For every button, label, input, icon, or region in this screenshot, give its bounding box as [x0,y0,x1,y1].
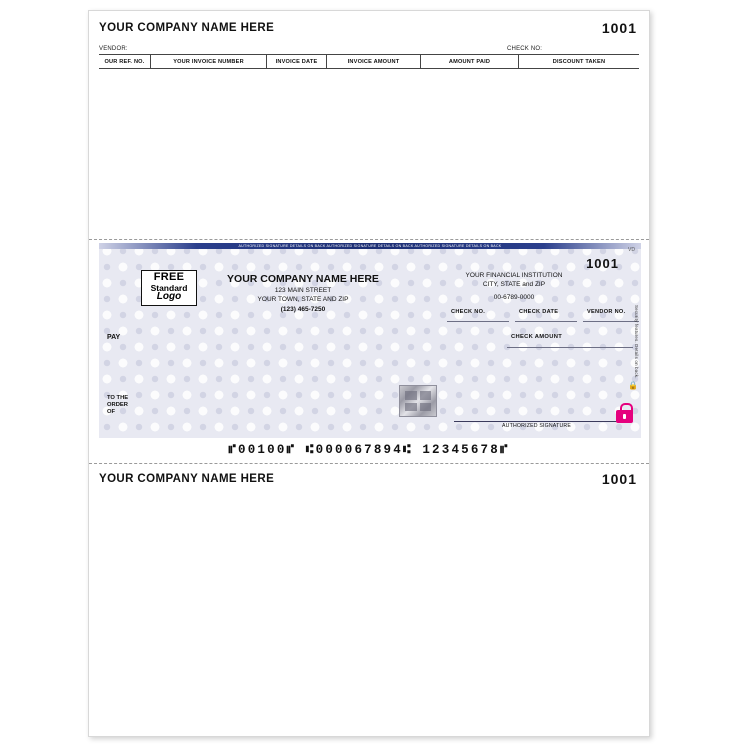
check-number: 1001 [586,256,619,271]
check-amount-rule [507,347,633,348]
bank-name-block [419,271,609,290]
check-no-field-label: CHECK NO. [451,309,486,315]
logo-line-3: Logo [156,291,182,303]
hologram-grid [405,391,431,411]
column-discount-taken: DISCOUNT TAKEN [552,58,606,65]
payer-phone: (123) 465-7250 [280,305,326,313]
logo-line-2: Standard [150,282,188,293]
pay-to-the-order-of-label [107,395,128,417]
payer-address-line-1: 123 MAIN STREET [274,287,332,294]
bank-fraction: 00-6789-0000 [493,294,535,301]
column-invoice-date: INVOICE DATE [267,55,327,68]
check-date-field-rule [515,321,577,322]
order-line-1: TO THE [107,395,129,401]
pay-label: PAY [107,334,121,341]
signature-line [454,421,619,422]
column-our-ref-no: OUR REF. NO. [99,55,151,68]
bottom-stub-check-number: 1001 [601,471,637,487]
check-amount-label: CHECK AMOUNT [511,334,563,340]
bank-city-state-zip: CITY, STATE and ZIP [482,281,546,289]
payer-address [203,286,403,314]
micr-line: ⑈00100⑈ ⑆000067894⑆ 12345678⑈ [228,443,510,457]
column-invoice-number: YOUR INVOICE NUMBER [151,55,267,68]
microprint-text: AUTHORIZED SIGNATURE DETAILS ON BACK AUTHORIZED SIGNATURE DETAILS ON BACK AUTHORIZED SIGNATURE DETAILS ON BACK [238,243,502,248]
padlock-keyhole [623,414,626,419]
check-date-field-label: CHECK DATE [519,309,559,315]
padlock-icon [616,403,633,423]
vendor-no-field-rule [583,321,639,322]
top-stub-company-name: YOUR COMPANY NAME HERE [99,22,275,34]
bottom-stub-company-name: YOUR COMPANY NAME HERE [99,473,275,485]
check-no-label: CHECK NO: [507,46,543,52]
order-line-2: ORDER [107,402,128,409]
logo-line-1: FREE [153,271,185,283]
payer-name: YOUR COMPANY NAME HERE [227,273,379,285]
vendor-label: VENDOR: [99,46,128,52]
security-features-text: Security features. Details on back. [634,305,639,379]
order-line-3: OF [107,409,116,416]
perforation-top [89,239,649,240]
payer-address-line-2: YOUR TOWN, STATE AND ZIP [257,296,349,304]
logo-placeholder [141,270,197,306]
bank-name: YOUR FINANCIAL INSTITUTION [465,272,563,279]
void-mark: VD [628,247,635,253]
check-sheet [88,10,650,737]
check-no-field-rule [447,321,509,322]
perforation-bottom [89,463,649,464]
column-invoice-amount: INVOICE AMOUNT [327,55,421,68]
vendor-no-field-label: VENDOR NO. [587,309,626,315]
padlock-glyph-icon: 🔒 [628,381,638,390]
top-stub-check-number: 1001 [601,20,637,36]
column-amount-paid: AMOUNT PAID [421,55,519,68]
authorized-signature-label: AUTHORIZED SIGNATURE [501,423,572,429]
top-stub-column-header [99,54,639,69]
check-region [99,243,641,438]
hologram-patch [399,385,437,417]
